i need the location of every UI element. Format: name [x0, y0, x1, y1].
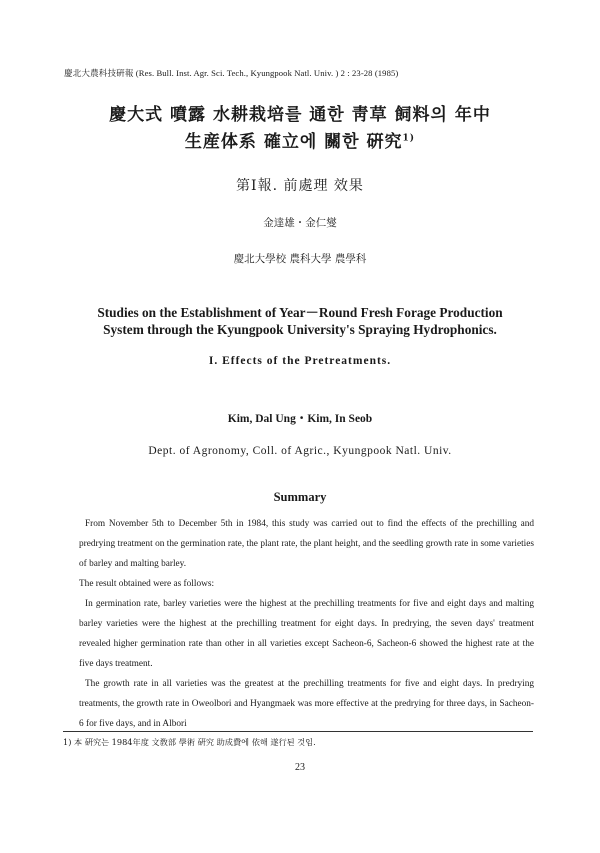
- korean-affiliation: 慶北大學校 農科大學 農學科: [233, 253, 367, 265]
- english-title-line-2: System through the Kyungpook University's Spraying Hydrophonics.: [103, 322, 497, 337]
- summary-paragraph-2: The result obtained were as follows:: [79, 579, 215, 589]
- summary-paragraph-1: From November 5th to December 5th in 1984, this study was carried out to find the effects of the prechilling and predrying treatment on the germination rate, the plant rate, the plant height, and the seedling growth rate in some varieties of barley and malting barley.: [79, 519, 534, 569]
- english-authors: Kim, Dal Ung・Kim, In Seob: [227, 413, 373, 425]
- summary-paragraph-3: In germination rate, barley varieties were the highest at the prechilling treatments for five and eight days and malting barley varieties were the highest at the prechilling treatment for eight days. In predrying, the seven days' treatment revealed higher germination rate than other in all varieties except Sacheon-6, Sacheon-6 showed the highest rate at the five days treatment.: [79, 599, 534, 669]
- footnote-divider: [63, 731, 533, 732]
- english-department: Dept. of Agronomy, Coll. of Agric., Kyungpook Natl. Univ.: [148, 445, 452, 457]
- korean-title-line-2: [0, 127, 600, 152]
- footnote: 1) 本 硏究는 1984年度 文敎部 學術 硏究 助成費에 依해 遂行된 것임.: [63, 737, 316, 747]
- english-title-line-1: Studies on the Establishment of Year－Round Fresh Forage Production: [97, 305, 503, 320]
- korean-report-number: 第Ⅰ報. 前處理 效果: [236, 178, 364, 194]
- journal-citation: 慶北大農科技硏報 (Res. Bull. Inst. Agr. Sci. Tech., Kyungpook Natl. Univ. ) 2 : 23-28 (1985): [64, 68, 399, 78]
- korean-title-text: 生産体系 確立에 關한 硏究: [184, 132, 403, 152]
- footnote-marker: 1): [402, 133, 416, 144]
- page-number: 23: [295, 762, 305, 773]
- summary-body: [79, 514, 534, 734]
- summary-paragraph-4: The growth rate in all varieties was the greatest at the prechilling treatments for five and eight days. In predrying treatments, the growth rate in Oweolbori and Hyangmaek was more effective at the predrying for three days, in Sacheon-6 for five days, and in Albori: [79, 679, 534, 729]
- korean-authors: 金達雄・金仁燮: [263, 217, 337, 229]
- korean-title-line-1: 慶大式 噴露 水耕栽培를 通한 靑草 飼料의 年中: [109, 105, 491, 125]
- english-report-number: I. Effects of the Pretreatments.: [208, 355, 392, 367]
- summary-heading: Summary: [273, 490, 327, 504]
